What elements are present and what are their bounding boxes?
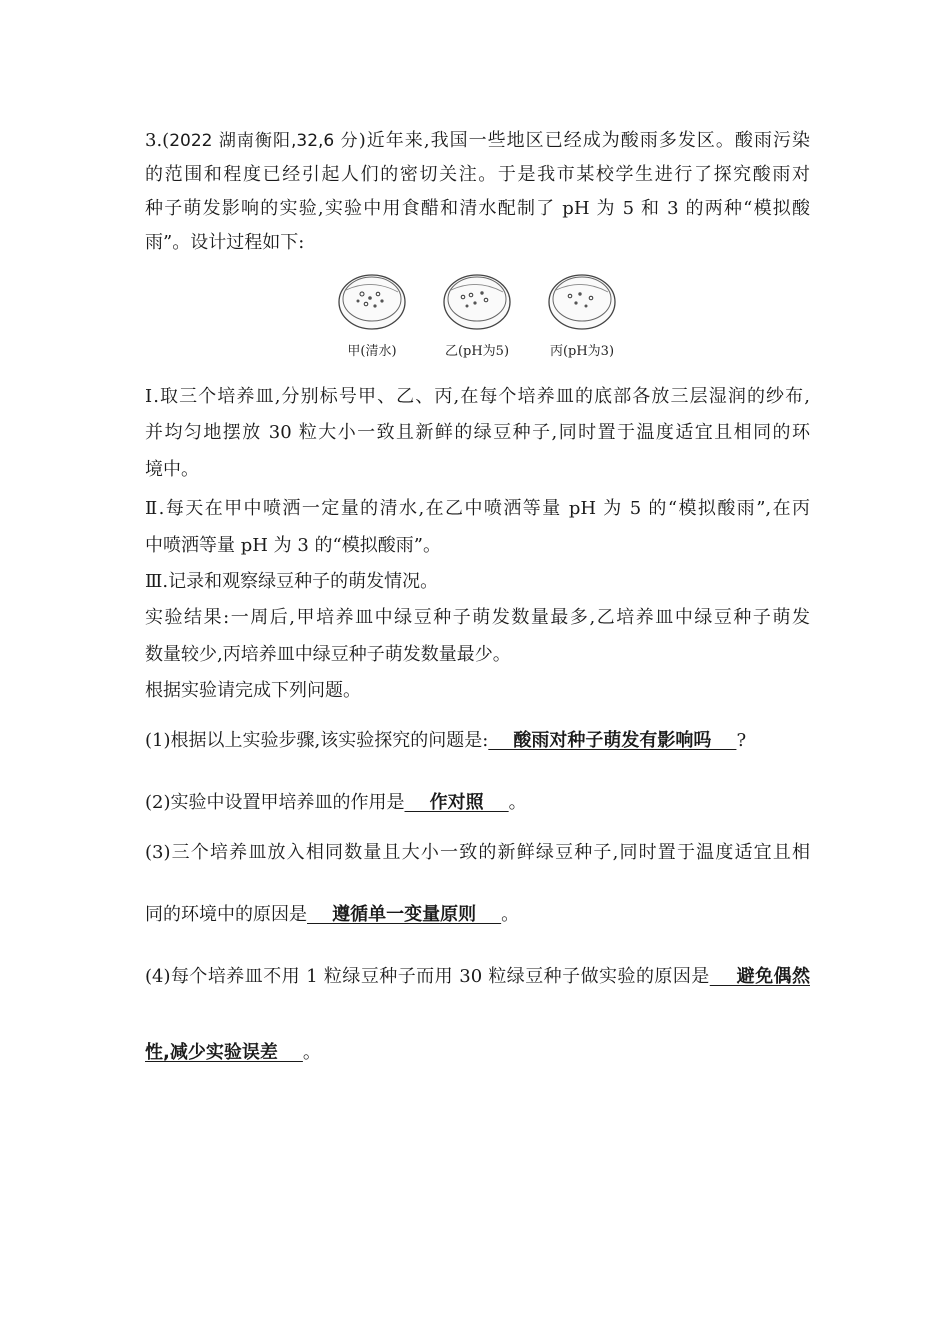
petri-dish-jia [339, 275, 405, 329]
sub-question-2: (2)实验中设置甲培养皿的作用是 作对照 。 [145, 792, 527, 813]
sub-question-3-line-1: (3)三个培养皿放入相同数量且大小一致的新鲜绿豆种子,同时置于温度适宜且相 [145, 842, 810, 863]
step-1-line-1: Ⅰ.取三个培养皿,分别标号甲、乙、丙,在每个培养皿的底部各放三层湿润的纱布, [145, 386, 810, 407]
step-1-line-3: 境中。 [145, 459, 199, 480]
answer-4-part-2: 性,减少实验误差 [145, 1042, 303, 1063]
question-intro-line-3: 种子萌发影响的实验,实验中用食醋和清水配制了 pH 为 5 和 3 的两种“模拟酸 [145, 198, 810, 219]
petri-dish-figure [330, 270, 630, 370]
petri-dish-bing [549, 275, 615, 329]
answer-2: 作对照 [404, 792, 509, 813]
question-intro-line-4: 雨”。设计过程如下: [145, 232, 305, 253]
result-line-1: 实验结果:一周后,甲培养皿中绿豆种子萌发数量最多,乙培养皿中绿豆种子萌发 [145, 607, 810, 628]
result-line-2: 数量较少,丙培养皿中绿豆种子萌发数量最少。 [145, 644, 511, 665]
step-2-line-1: Ⅱ.每天在甲中喷洒一定量的清水,在乙中喷洒等量 pH 为 5 的“模拟酸雨”,在丙 [145, 498, 810, 519]
sub-question-4-line-2: 性,减少实验误差 。 [145, 1042, 321, 1063]
result-prompt: 根据实验请完成下列问题。 [145, 680, 361, 701]
answer-4-part-1: 避免偶然 [709, 966, 810, 987]
question-intro-line-2: 的范围和程度已经引起人们的密切关注。于是我市某校学生进行了探究酸雨对 [145, 164, 810, 185]
sub-question-4-line-1: (4)每个培养皿不用 1 粒绿豆种子而用 30 粒绿豆种子做实验的原因是 避免偶然 [145, 966, 810, 987]
caption-yi: 乙(pH为5) [444, 344, 510, 359]
petri-dish-yi [444, 275, 510, 329]
question-intro-line-1: 3.(2022 湖南衡阳,32,6 分)近年来,我国一些地区已经成为酸雨多发区。酸雨污染 [145, 130, 811, 151]
step-1-line-2: 并均匀地摆放 30 粒大小一致且新鲜的绿豆种子,同时置于温度适宜且相同的环 [145, 422, 810, 443]
step-2-line-2: 中喷洒等量 pH 为 3 的“模拟酸雨”。 [145, 535, 441, 556]
sub-question-3-line-2: 同的环境中的原因是 遵循单一变量原则 。 [145, 904, 520, 925]
sub-question-1: (1)根据以上实验步骤,该实验探究的问题是: 酸雨对种子萌发有影响吗 ? [145, 730, 747, 751]
caption-bing: 丙(pH为3) [549, 344, 615, 359]
caption-jia: 甲(清水) [347, 344, 397, 359]
answer-3: 遵循单一变量原则 [307, 904, 502, 925]
answer-1: 酸雨对种子萌发有影响吗 [488, 730, 737, 751]
step-3-line: Ⅲ.记录和观察绿豆种子的萌发情况。 [145, 571, 439, 592]
question-source: 2022 湖南衡阳,32,6 分 [169, 131, 359, 151]
